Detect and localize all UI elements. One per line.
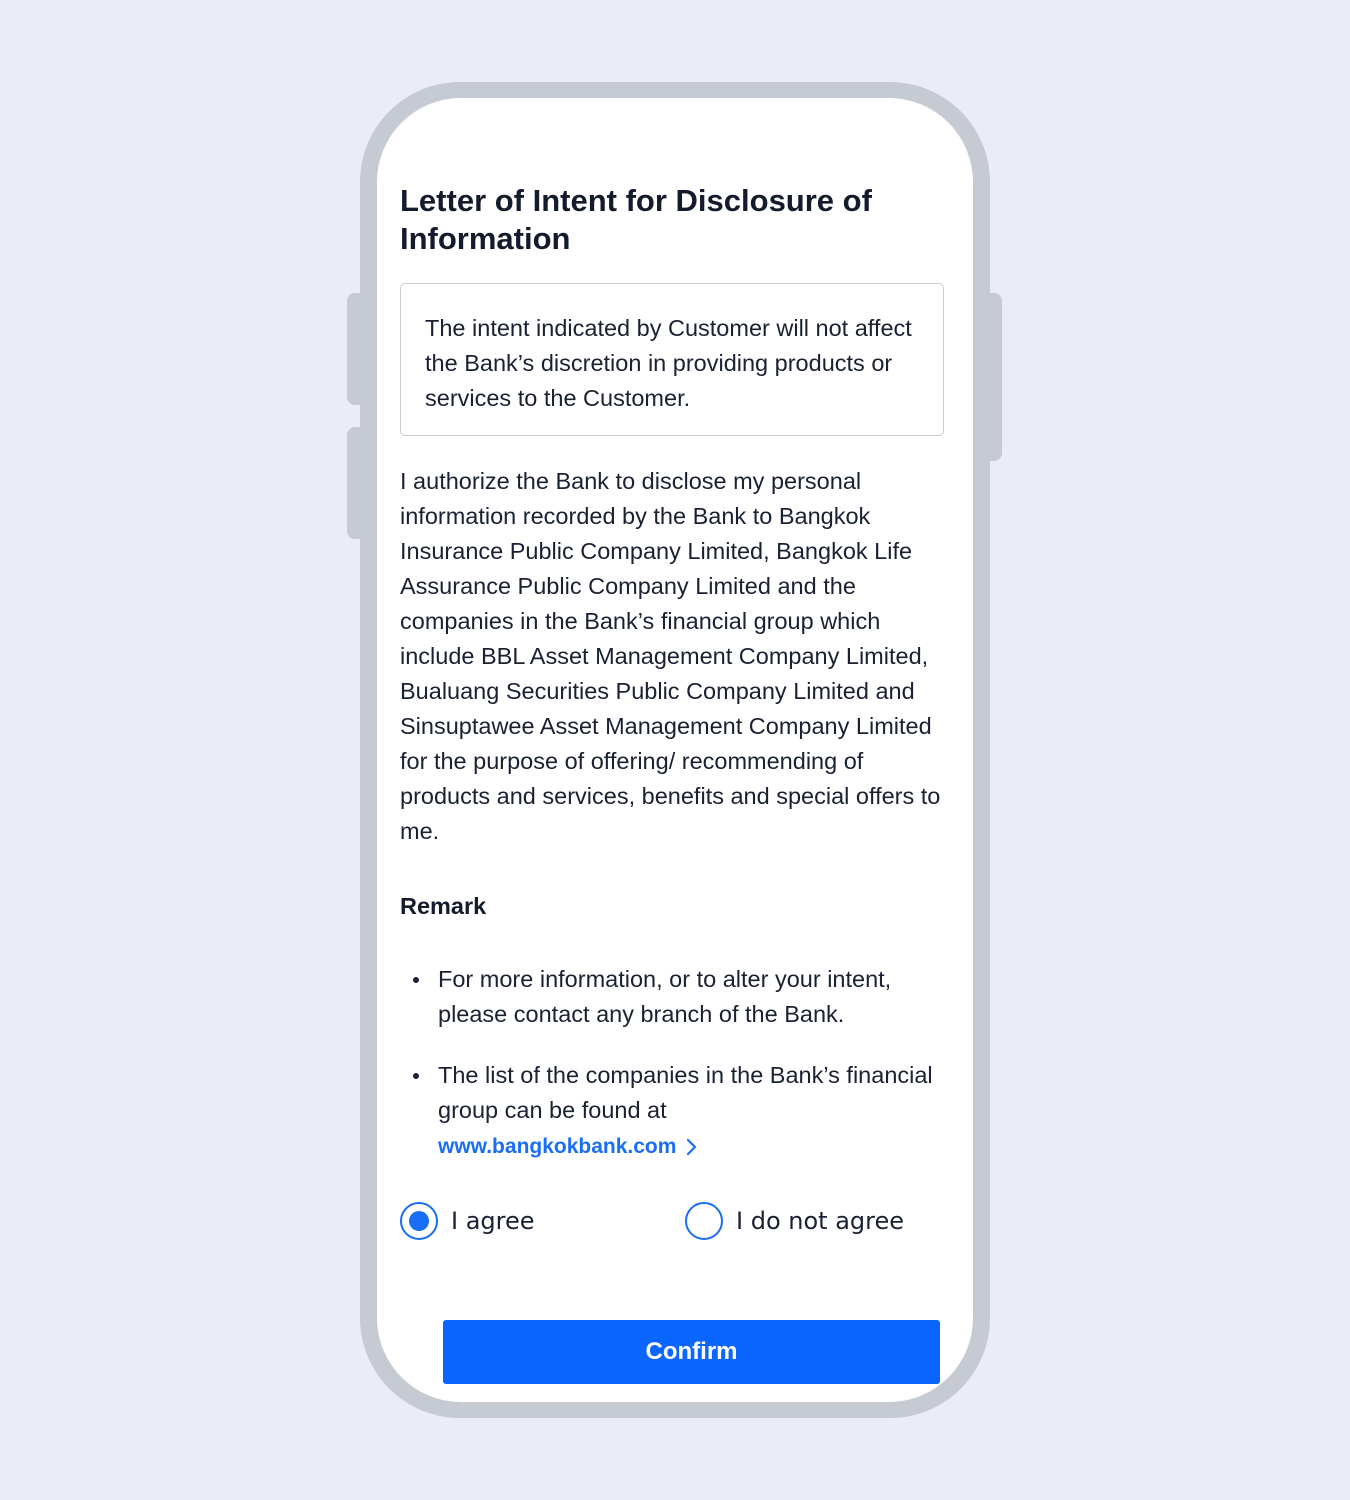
remark-item-text: For more information, or to alter your intent, please contact any branch of the Bank. xyxy=(438,966,892,1027)
remark-heading: Remark xyxy=(400,893,487,919)
notice-box xyxy=(400,283,944,436)
radio-selected-dot xyxy=(409,1211,429,1231)
remark-item-companies xyxy=(400,1058,946,1163)
phone-screen[interactable] xyxy=(377,98,973,1402)
bullet-icon xyxy=(413,977,419,983)
remark-item-contact xyxy=(400,962,946,1032)
page-title: Letter of Intent for Disclosure of Information xyxy=(400,183,872,256)
remark-list xyxy=(400,962,946,1189)
link-text: www.bangkokbank.com xyxy=(438,1135,677,1158)
disagree-option[interactable] xyxy=(685,1202,904,1240)
authorization-text: I authorize the Bank to disclose my personal information recorded by the Bank to Bangkok Insurance Public Company Limited, Bangkok Life Assurance Public Company Limited and the companies in the Bank’s financial group which include BBL Asset Management Company Limited, Bualuang Securities Public Company Limited and Sinsuptawee Asset Management Company Limited for the purpose of offering/ recommending of products and services, benefits and special offers to me. xyxy=(400,468,941,844)
bullet-icon xyxy=(413,1073,419,1079)
confirm-button[interactable]: Confirm xyxy=(443,1320,940,1384)
agree-label: I agree xyxy=(451,1207,535,1235)
agree-option[interactable] xyxy=(400,1202,535,1240)
remark-item-text: The list of the companies in the Bank’s financial group can be found at xyxy=(438,1062,933,1123)
phone-frame xyxy=(360,82,990,1418)
agree-radio[interactable] xyxy=(400,1202,438,1240)
notice-text: The intent indicated by Customer will not affect the Bank’s discretion in providing products or services to the Customer. xyxy=(425,315,912,411)
chevron-right-icon xyxy=(684,1137,700,1157)
bangkokbank-link[interactable] xyxy=(438,1132,700,1162)
disagree-radio[interactable] xyxy=(685,1202,723,1240)
disagree-label: I do not agree xyxy=(736,1207,904,1235)
